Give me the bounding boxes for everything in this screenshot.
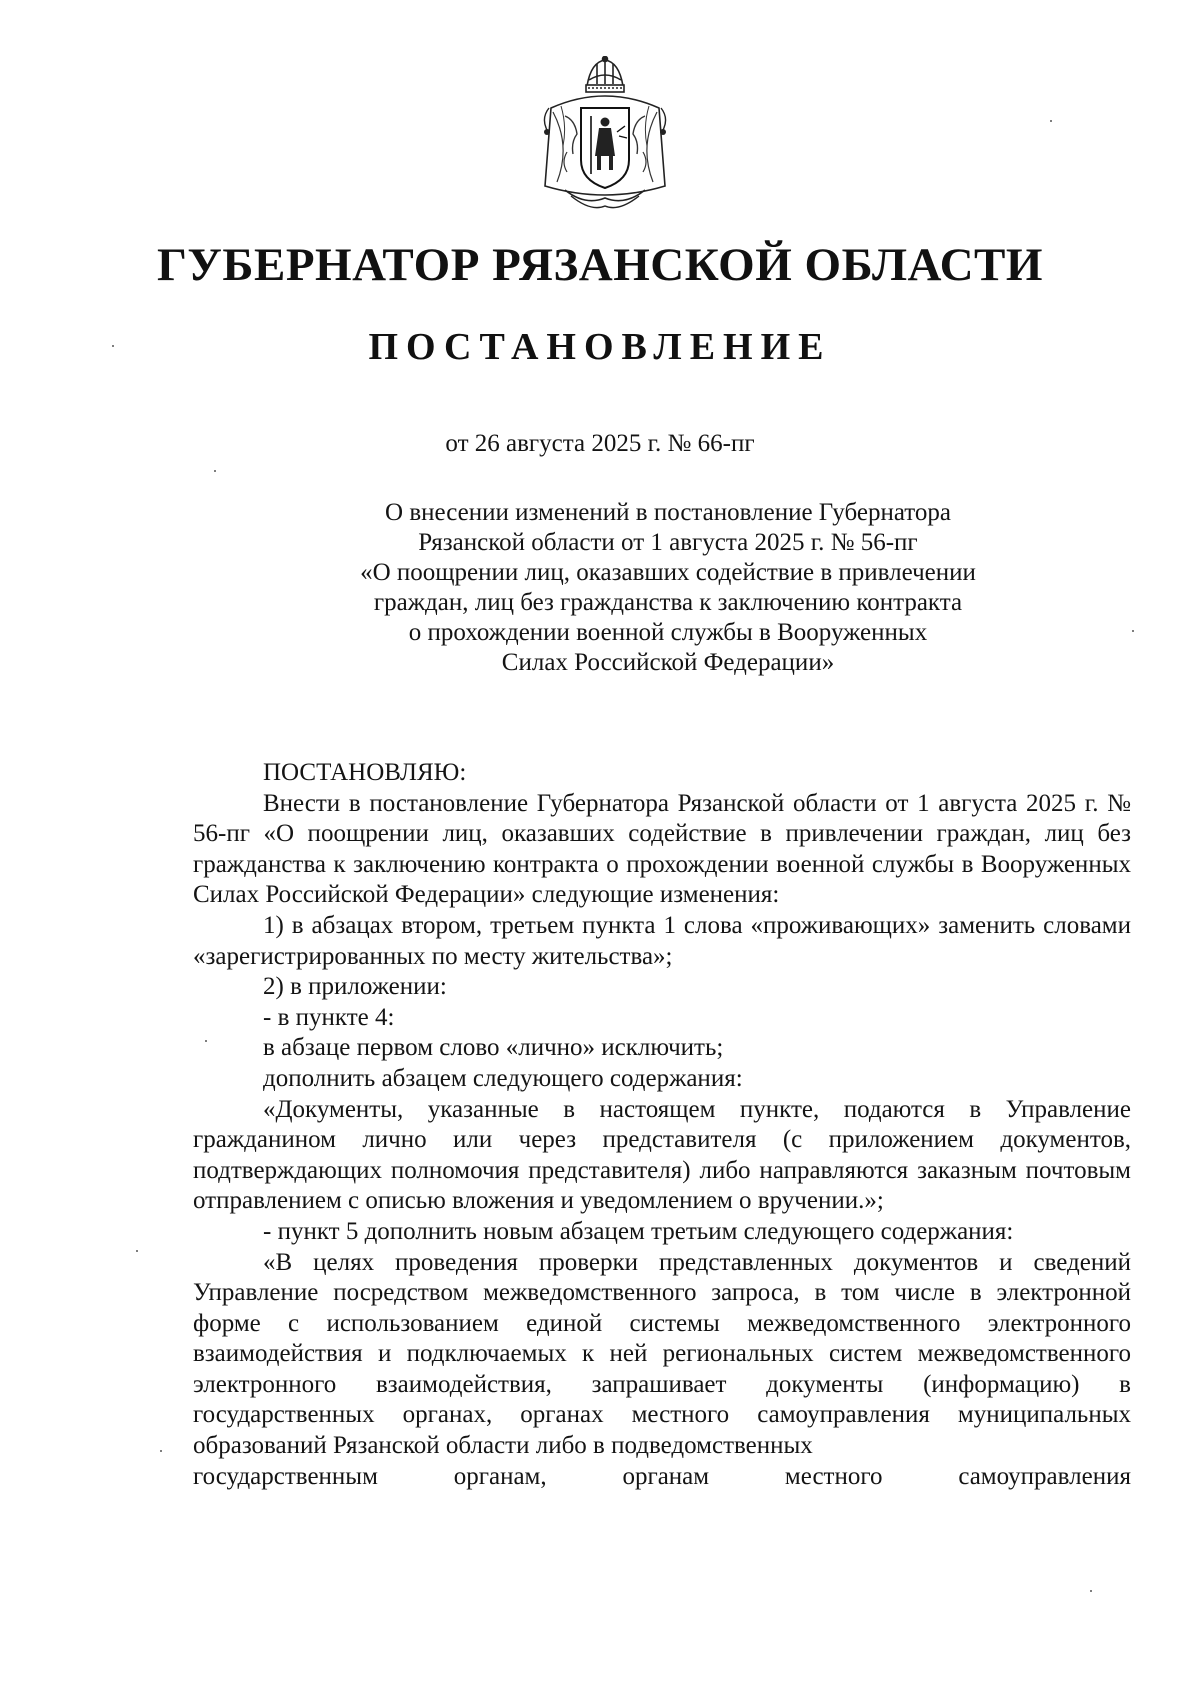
body-paragraph: «Документы, указанные в настоящем пункте, подаются в Управление гражданином лично или через представителя (с приложением документов, подтверждающих полномочия представителя) либо направляются заказным почтовым отправлением с описью вложения и уведомлением о вручении.»; (193, 1095, 1131, 1215)
scan-speck (214, 470, 216, 472)
word: местного (784, 1462, 883, 1490)
scan-speck (112, 345, 114, 347)
decree-word: ПОСТАНОВЛЯЮ: (263, 759, 467, 786)
scan-speck (205, 1040, 207, 1042)
issuer-title: ГУБЕРНАТОР РЯЗАНСКОЙ ОБЛАСТИ (157, 239, 1043, 291)
subject-line: О внесении изменений в постановление Губернатора (385, 499, 951, 526)
scan-speck (1132, 630, 1134, 632)
continued-last-line (193, 1462, 1131, 1493)
subject-line: Рязанской области от 1 августа 2025 г. № 56-пг (418, 529, 918, 556)
scan-speck (1050, 120, 1052, 122)
word: органам, (453, 1462, 547, 1490)
document-type: ПОСТАНОВЛЕНИЕ (368, 326, 832, 368)
body-paragraph: 1) в абзацах втором, третьем пункта 1 слова «проживающих» заменить словами «зарегистрированных по месту жительства»; (193, 911, 1131, 970)
body-paragraph: «В целях проведения проверки представленных документов и сведений Управление посредством межведомственного запроса, в том числе в электронной форме с использованием единой системы межведомственного электронного взаимодействия и подключаемых к ней региональных систем межведомственного электронного взаимодействия, запрашивает документы (информацию) в государственных органах, органах местного самоуправления муниципальных образований Рязанской области либо в подведомственных (193, 1248, 1131, 1460)
word: самоуправления (958, 1462, 1131, 1490)
document-subject (298, 498, 1038, 678)
subject-line: граждан, лиц без гражданства к заключению контракта (373, 589, 963, 616)
date-and-number: от 26 августа 2025 г. № 66-пг (445, 430, 755, 457)
body-paragraph: - в пункте 4: (263, 1003, 395, 1031)
word: органам (622, 1462, 710, 1490)
document-body (193, 758, 1131, 1492)
scan-speck (1090, 1590, 1092, 1592)
scan-speck (160, 1450, 162, 1452)
subject-line: о прохождении военной службы в Вооруженных (408, 619, 928, 646)
body-paragraph: дополнить абзацем следующего содержания: (263, 1064, 743, 1092)
body-paragraph: 2) в приложении: (263, 973, 447, 1001)
body-paragraph: - пункт 5 дополнить новым абзацем третьим следующего содержания: (263, 1217, 1014, 1245)
coat-of-arms-emblem (531, 56, 679, 216)
scan-speck (136, 1250, 138, 1252)
body-paragraph: в абзаце первом слово «лично» исключить; (263, 1034, 724, 1062)
word: государственным (193, 1462, 378, 1490)
body-paragraph: Внести в постановление Губернатора Рязанской области от 1 августа 2025 г. № 56-пг «О поощрении лиц, оказавших содействие в привлечении граждан, лиц без гражданства к заключению контракта о прохождении военной службы в Вооруженных Силах Российской Федерации» следующие изменения: (193, 789, 1131, 909)
subject-line: «О поощрении лиц, оказавших содействие в привлечении (360, 559, 976, 586)
subject-line: Силах Российской Федерации» (501, 649, 835, 676)
